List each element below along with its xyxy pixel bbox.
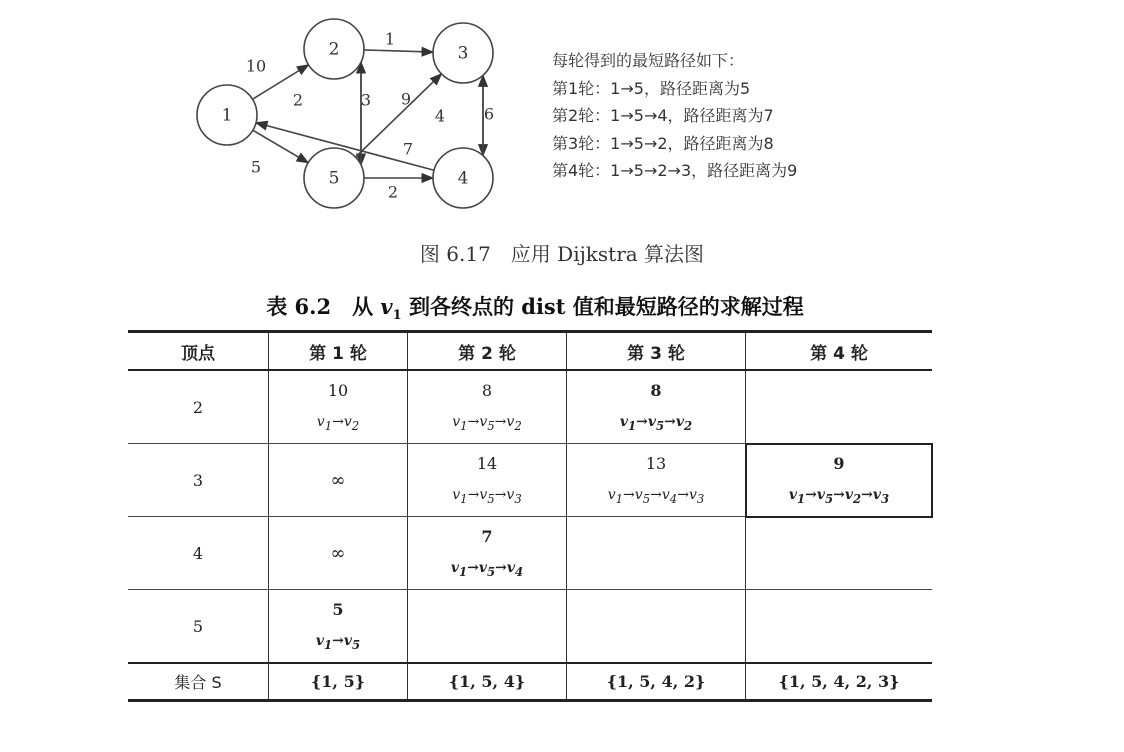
edge-weight-label: 2: [292, 90, 304, 110]
node-label: 3: [457, 43, 469, 64]
set-cell: {1, 5, 4}: [408, 663, 567, 701]
dist-cell: [567, 590, 746, 664]
path-value: $v_1\to v_5$: [315, 633, 361, 652]
round-line: 第2轮：1→5→4，路径距离为7: [552, 106, 774, 125]
path-value: $v_1\to v_5\to v_2$: [619, 414, 693, 433]
table-caption: [0, 291, 1070, 323]
dist-cell: [269, 517, 408, 590]
vertex-cell: 2: [128, 370, 269, 444]
node-label: 1: [221, 105, 233, 126]
path-value: $v_1\to v_5\to v_2\to v_3$: [788, 487, 890, 506]
set-cell: {1, 5}: [269, 663, 408, 701]
header-cell: 顶点: [128, 332, 269, 371]
dist-cell: [408, 444, 567, 517]
dist-cell: [567, 444, 746, 517]
caption-var: v: [380, 294, 393, 319]
set-label: [128, 663, 269, 701]
dist-cell: [746, 517, 933, 590]
header-cell: 第 3 轮: [567, 332, 746, 371]
path-value: $v_1\to v_5\to v_2$: [452, 414, 522, 433]
edge-2-3: [364, 50, 433, 52]
dist-cell: [567, 370, 746, 444]
header-cell: 第 1 轮: [269, 332, 408, 371]
path-value: $v_1\to v_5\to v_4$: [450, 560, 524, 579]
table-row: [128, 517, 932, 590]
edge-5-3: [356, 74, 442, 157]
round-line: 第1轮：1→5，路径距离为5: [552, 78, 751, 98]
dist-cell: [269, 370, 408, 444]
path-value: $v_1\to v_2$: [316, 414, 360, 433]
figure-caption: 图 6.17 应用 Dijkstra 算法图: [419, 242, 705, 266]
set-label-text: 集合 S: [174, 673, 222, 692]
dist-cell: [269, 590, 408, 664]
edge-weight-label: 3: [360, 90, 372, 110]
node-label: 2: [328, 39, 340, 60]
dist-cell: [746, 590, 933, 664]
dist-cell: [746, 370, 933, 444]
dist-cell: [269, 444, 408, 517]
edge-weight-label: 2: [387, 182, 399, 202]
dist-value: 8: [481, 381, 493, 401]
dist-value: 13: [645, 454, 667, 474]
dist-cell: [408, 590, 567, 664]
set-cell: {1, 5, 4, 2, 3}: [746, 663, 933, 701]
edge-weight-label: 10: [245, 56, 267, 76]
path-value: $v_1\to v_5\to v_4\to v_3$: [607, 487, 705, 506]
dist-value: 8: [650, 381, 662, 401]
dist-cell: [408, 517, 567, 590]
node-label: 4: [457, 168, 469, 189]
edge-weight-label: 7: [402, 139, 414, 159]
round-line: 第3轮：1→5→2，路径距离为8: [552, 133, 774, 153]
caption-prefix: 表 6.2 从: [266, 294, 381, 319]
vertex-cell: 3: [128, 444, 269, 517]
edge-weight-label: 4: [434, 106, 446, 126]
dist-value: 5: [332, 600, 344, 620]
dist-value: 9: [833, 454, 845, 474]
dist-cell: [567, 517, 746, 590]
rounds-description: [552, 47, 797, 185]
set-cell: {1, 5, 4, 2}: [567, 663, 746, 701]
vertex-cell: 5: [128, 590, 269, 664]
edge-weight-label: 9: [400, 89, 412, 109]
dist-value: 7: [481, 527, 493, 547]
header-cell: 第 4 轮: [746, 332, 933, 371]
caption-sub: 1: [392, 308, 402, 324]
rounds-title: 每轮得到的最短路径如下：: [552, 51, 745, 70]
dist-value: ∞: [330, 469, 346, 491]
dist-value: 10: [327, 381, 349, 401]
edge-weight-label: 6: [483, 104, 495, 124]
edge-weight-label: 1: [384, 29, 396, 49]
table-row: [128, 590, 932, 664]
round-line: 第4轮：1→5→2→3，路径距离为9: [552, 161, 798, 180]
dist-value: ∞: [330, 542, 346, 564]
path-value: $v_1\to v_5\to v_3$: [452, 487, 522, 506]
header-row: [128, 332, 932, 371]
set-row: [128, 663, 932, 701]
edge-weight-label: 5: [250, 157, 262, 177]
node-label: 5: [328, 168, 340, 189]
table-row: [128, 370, 932, 444]
dist-table: [128, 330, 932, 702]
caption-suffix: 到各终点的 dist 值和最短路径的求解过程: [401, 294, 804, 319]
dist-cell: [408, 370, 567, 444]
table-row: [128, 444, 932, 517]
vertex-cell: 4: [128, 517, 269, 590]
dist-value: 14: [476, 454, 498, 474]
dist-cell: [746, 444, 933, 517]
header-cell: 第 2 轮: [408, 332, 567, 371]
